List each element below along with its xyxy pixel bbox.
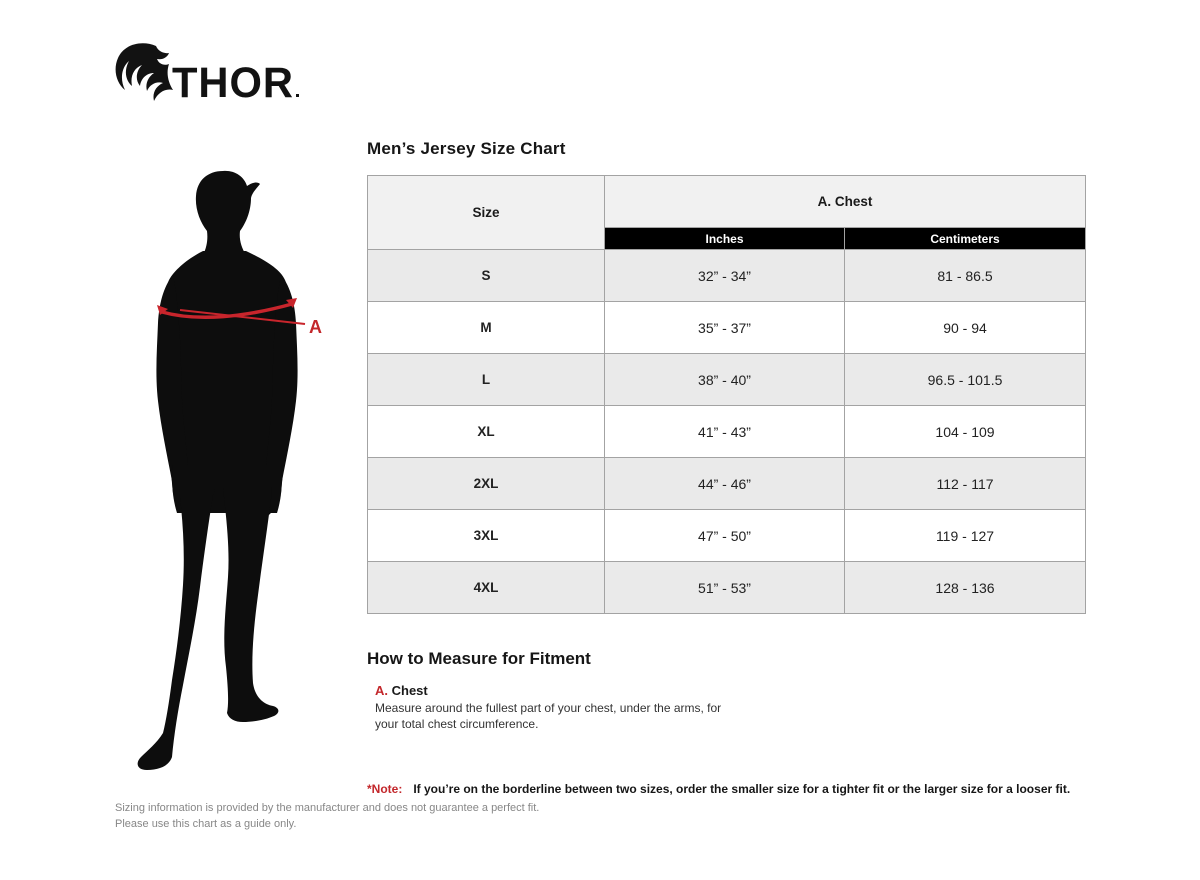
column-header-chest: A. Chest <box>605 176 1086 228</box>
size-value: 4XL <box>368 562 605 614</box>
male-silhouette-figure <box>133 163 335 778</box>
size-value: M <box>368 302 605 354</box>
subheader-inches: Inches <box>605 228 845 250</box>
table-row <box>368 354 1086 406</box>
male-silhouette-graphic <box>133 163 335 778</box>
thor-logo-graphic <box>112 40 302 110</box>
table-row <box>368 458 1086 510</box>
cm-value: 119 - 127 <box>845 510 1086 562</box>
cm-value: 112 - 117 <box>845 458 1086 510</box>
svg-text:THOR: THOR <box>172 59 294 107</box>
disclaimer <box>115 801 539 832</box>
inches-value: 41” - 43” <box>605 406 845 458</box>
size-value: L <box>368 354 605 406</box>
inches-value: 38” - 40” <box>605 354 845 406</box>
table-header-row <box>368 176 1086 228</box>
table-row <box>368 302 1086 354</box>
measure-name: Chest <box>391 683 428 698</box>
note-prefix: *Note: <box>367 781 403 796</box>
sizing-note <box>367 782 1085 796</box>
table-row <box>368 406 1086 458</box>
table-row <box>368 562 1086 614</box>
disclaimer-line-2: Please use this chart as a guide only. <box>115 817 297 830</box>
silhouette-right-leg <box>223 487 278 722</box>
note-text: If you’re on the borderline between two sizes, order the smaller size for a tighter fit or the larger size for a looser fit. <box>413 781 1071 796</box>
size-value: 3XL <box>368 510 605 562</box>
cm-value: 128 - 136 <box>845 562 1086 614</box>
silhouette-head <box>196 171 260 255</box>
page-title: Men’s Jersey Size Chart <box>367 139 566 158</box>
how-to-measure-title: How to Measure for Fitment <box>367 649 591 668</box>
table-row <box>368 510 1086 562</box>
goat-head-icon <box>116 43 173 101</box>
measure-letter: A. <box>375 683 388 698</box>
silhouette-left-leg <box>138 489 215 770</box>
thor-logo <box>112 40 302 110</box>
inches-value: 47” - 50” <box>605 510 845 562</box>
column-header-size: Size <box>368 176 605 250</box>
main-content <box>367 139 1085 796</box>
measure-label <box>375 683 735 698</box>
table-row <box>368 250 1086 302</box>
size-value: XL <box>368 406 605 458</box>
size-chart-table <box>367 175 1086 614</box>
inches-value: 44” - 46” <box>605 458 845 510</box>
size-value: 2XL <box>368 458 605 510</box>
measure-description: Measure around the fullest part of your chest, under the arms, for your total chest circumference. <box>375 701 722 731</box>
size-value: S <box>368 250 605 302</box>
chest-marker-label: A <box>309 317 322 337</box>
cm-value: 81 - 86.5 <box>845 250 1086 302</box>
inches-value: 35” - 37” <box>605 302 845 354</box>
cm-value: 96.5 - 101.5 <box>845 354 1086 406</box>
subheader-centimeters: Centimeters <box>845 228 1086 250</box>
inches-value: 32” - 34” <box>605 250 845 302</box>
inches-value: 51” - 53” <box>605 562 845 614</box>
disclaimer-line-1: Sizing information is provided by the manufacturer and does not guarantee a perfect fit. <box>115 802 540 814</box>
cm-value: 90 - 94 <box>845 302 1086 354</box>
measure-instruction-chest <box>375 683 735 733</box>
cm-value: 104 - 109 <box>845 406 1086 458</box>
